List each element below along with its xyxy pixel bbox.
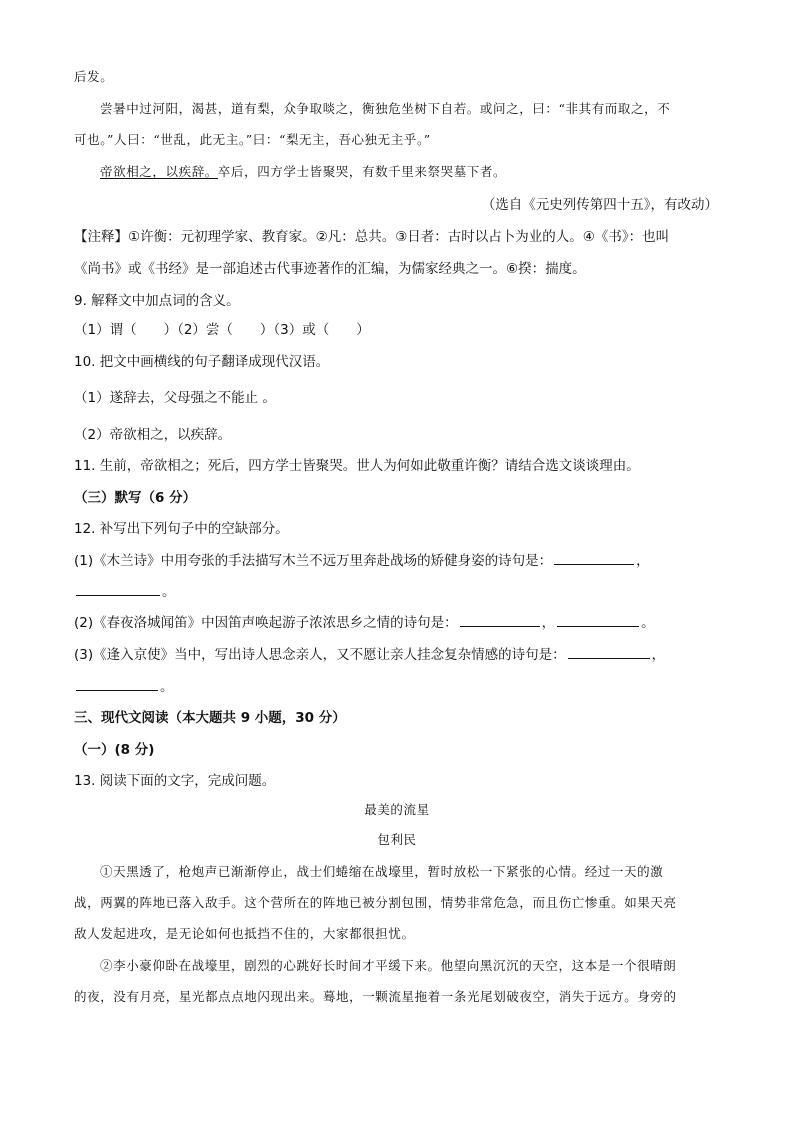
article-paragraph-2-line-1: ②李小豪仰卧在战壕里，剧烈的心跳好长时间才平缓下来。他望向黑沉沉的天空，这本是一个很晴朗	[100, 958, 677, 973]
article-paragraph-1-line-3: 敌人发起进攻，是无论如何也抵挡不住的，大家都很担忧。	[74, 926, 415, 941]
article-paragraph-2-line-2: 的夜，没有月亮，星光都点点地闪现出来。蓦地，一颗流星拖着一条光尾划破夜空，消失于远方。身旁的	[74, 989, 677, 1004]
question-9-stem: 9. 解释文中加点词的含义。	[74, 293, 240, 309]
question-10-sentence-1: （1）遂辞去，父母强之不能止 。	[74, 390, 276, 406]
question-12-part-1	[74, 549, 650, 569]
answer-blank[interactable]	[568, 646, 650, 659]
answer-blank[interactable]	[557, 614, 639, 627]
answer-blank[interactable]	[76, 678, 158, 691]
section-dictation-title: （三）默写（6 分）	[74, 490, 197, 506]
notes-line-2: 《尚书》或《书经》是一部追述古代事迹著作的汇编，为儒家经典之一。⑥揆：揣度。	[74, 261, 586, 277]
article-author: 包利民	[377, 832, 417, 847]
section-modern-title: 三、现代文阅读（本大题共 9 小题，30 分）	[74, 710, 346, 726]
period: 。	[641, 615, 655, 631]
comma: ，	[541, 615, 556, 631]
classical-line-3-rest: 卒后，四方学士皆聚哭，有数千里来祭哭墓下者。	[217, 164, 507, 179]
question-12-stem: 12. 补写出下列句子中的空缺部分。	[74, 521, 289, 537]
notes-line-1: 【注释】①许衡：元初理学家、教育家。②凡：总共。③日者：古时以占卜为业的人。④《书》：也叫	[74, 229, 670, 245]
article-paragraph-1-line-1: ①天黑透了，枪炮声已渐渐停止，战士们蜷缩在战壕里，暂时放松一下紧张的心情。经过一天的激	[100, 864, 664, 879]
part-2-prompt: (2)《春夜洛城闻笛》中因笛声唤起游子浓浓思乡之情的诗句是：	[74, 615, 458, 631]
answer-blank[interactable]	[554, 552, 634, 565]
classical-line-1: 尝暑中过河阳，渴甚，道有梨，众争取啖之，衡独危坐树下自若。或问之，曰：“非其有而取之，不	[100, 101, 671, 116]
article-title: 最美的流星	[364, 802, 430, 817]
answer-blank[interactable]	[76, 583, 160, 596]
part-3-prompt: (3)《逢入京使》当中，写出诗人思念亲人，又不愿让亲人挂念复杂情感的诗句是：	[74, 647, 566, 663]
question-9-items: （1）谓（ ）（2）尝（ ）（3）或（ ）	[74, 322, 370, 338]
part-1-prompt: (1)《木兰诗》中用夸张的手法描写木兰不远万里奔赴战场的矫健身姿的诗句是：	[74, 553, 553, 569]
period: 。	[162, 584, 176, 600]
comma: ，	[651, 647, 666, 663]
question-12-part-2	[74, 611, 655, 631]
question-10-stem: 10. 把文中画横线的句子翻译成现代汉语。	[74, 354, 330, 370]
underlined-sentence: 帝欲相之，以疾辞。	[100, 164, 218, 179]
answer-blank[interactable]	[460, 614, 540, 627]
question-12-part-3-cont	[74, 675, 174, 695]
article-paragraph-1-line-2: 战，两翼的阵地已落入敌手。这个营所在的阵地已被分割包围，情势非常危急，而且伤亡惨重。如果天亮	[74, 895, 677, 910]
question-13-stem: 13. 阅读下面的文字，完成问题。	[74, 773, 276, 789]
question-12-part-3	[74, 643, 665, 663]
question-12-part-1-cont	[74, 580, 176, 600]
question-11-stem: 11. 生前，帝欲相之；死后，四方学士皆聚哭。世人为何如此敬重许衡？请结合选文谈谈理由。	[74, 458, 640, 474]
comma: ，	[636, 553, 650, 569]
source-citation: （选自《元史列传第四十五》，有改动）	[481, 197, 718, 213]
classical-line-3	[100, 162, 506, 180]
section-modern-sub: （一）(8 分)	[74, 742, 155, 758]
question-10-sentence-2: （2）帝欲相之，以疾辞。	[74, 427, 232, 443]
classical-line-2: 可也。”人曰：“世乱，此无主。”曰：“梨无主，吾心独无主乎。”	[74, 132, 431, 147]
classical-line-0: 后发。	[74, 69, 114, 84]
period: 。	[160, 679, 174, 695]
